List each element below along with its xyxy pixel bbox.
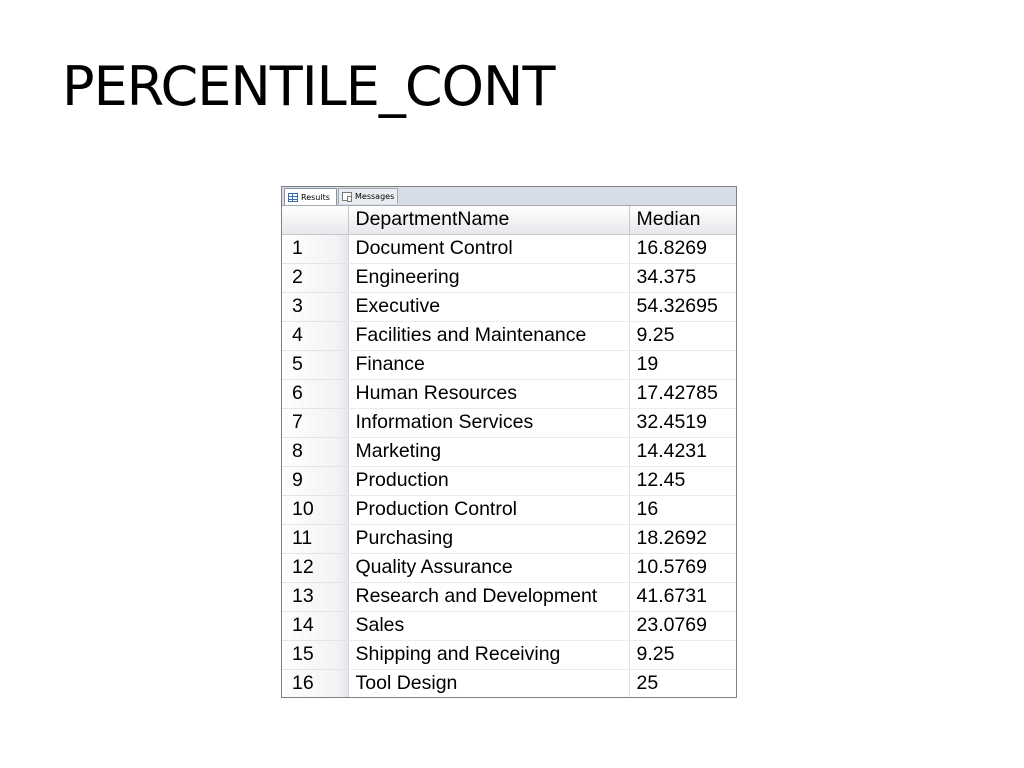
table-row[interactable] (282, 350, 737, 379)
row-number[interactable]: 10 (282, 495, 348, 524)
cell-departmentname[interactable]: Shipping and Receiving (348, 640, 629, 669)
table-row[interactable] (282, 669, 737, 698)
results-grid (282, 206, 737, 698)
tab-results[interactable] (284, 188, 337, 205)
cell-median[interactable]: 41.6731 (629, 582, 737, 611)
cell-departmentname[interactable]: Document Control (348, 234, 629, 263)
cell-median[interactable]: 34.375 (629, 263, 737, 292)
cell-median[interactable]: 10.5769 (629, 553, 737, 582)
cell-median[interactable]: 25 (629, 669, 737, 698)
table-row[interactable] (282, 234, 737, 263)
cell-median[interactable]: 23.0769 (629, 611, 737, 640)
table-row[interactable] (282, 582, 737, 611)
results-window (281, 186, 737, 698)
row-number[interactable]: 11 (282, 524, 348, 553)
row-number[interactable]: 14 (282, 611, 348, 640)
row-number[interactable]: 9 (282, 466, 348, 495)
cell-departmentname[interactable]: Information Services (348, 408, 629, 437)
cell-departmentname[interactable]: Human Resources (348, 379, 629, 408)
tab-results-label: Results (301, 192, 330, 202)
table-row[interactable] (282, 408, 737, 437)
table-row[interactable] (282, 553, 737, 582)
table-row[interactable] (282, 379, 737, 408)
messages-icon (342, 192, 352, 201)
slide-title: PERCENTILE_CONT (62, 55, 555, 118)
table-row[interactable] (282, 292, 737, 321)
cell-median[interactable]: 18.2692 (629, 524, 737, 553)
table-row[interactable] (282, 524, 737, 553)
column-header-departmentname[interactable]: DepartmentName (348, 206, 629, 234)
cell-departmentname[interactable]: Production (348, 466, 629, 495)
row-number[interactable]: 15 (282, 640, 348, 669)
row-number[interactable]: 4 (282, 321, 348, 350)
row-number[interactable]: 8 (282, 437, 348, 466)
table-row[interactable] (282, 611, 737, 640)
row-number[interactable]: 2 (282, 263, 348, 292)
table-row[interactable] (282, 437, 737, 466)
cell-departmentname[interactable]: Finance (348, 350, 629, 379)
grid-icon (288, 193, 298, 202)
table-row[interactable] (282, 263, 737, 292)
cell-median[interactable]: 17.42785 (629, 379, 737, 408)
cell-departmentname[interactable]: Research and Development (348, 582, 629, 611)
cell-departmentname[interactable]: Sales (348, 611, 629, 640)
cell-median[interactable]: 14.4231 (629, 437, 737, 466)
row-number[interactable]: 16 (282, 669, 348, 698)
results-tabstrip (282, 187, 736, 206)
row-number[interactable]: 7 (282, 408, 348, 437)
cell-departmentname[interactable]: Production Control (348, 495, 629, 524)
table-row[interactable] (282, 321, 737, 350)
tab-messages[interactable] (338, 188, 398, 204)
table-row[interactable] (282, 466, 737, 495)
row-number[interactable]: 12 (282, 553, 348, 582)
cell-median[interactable]: 9.25 (629, 321, 737, 350)
row-number-header[interactable] (282, 206, 348, 234)
cell-departmentname[interactable]: Engineering (348, 263, 629, 292)
row-number[interactable]: 5 (282, 350, 348, 379)
column-header-median[interactable]: Median (629, 206, 737, 234)
cell-median[interactable]: 16.8269 (629, 234, 737, 263)
row-number[interactable]: 13 (282, 582, 348, 611)
table-row[interactable] (282, 640, 737, 669)
row-number[interactable]: 6 (282, 379, 348, 408)
cell-departmentname[interactable]: Tool Design (348, 669, 629, 698)
cell-departmentname[interactable]: Quality Assurance (348, 553, 629, 582)
row-number[interactable]: 1 (282, 234, 348, 263)
cell-departmentname[interactable]: Purchasing (348, 524, 629, 553)
table-row[interactable] (282, 495, 737, 524)
cell-departmentname[interactable]: Facilities and Maintenance (348, 321, 629, 350)
cell-median[interactable]: 16 (629, 495, 737, 524)
cell-median[interactable]: 9.25 (629, 640, 737, 669)
tab-messages-label: Messages (355, 192, 395, 201)
cell-median[interactable]: 12.45 (629, 466, 737, 495)
cell-departmentname[interactable]: Marketing (348, 437, 629, 466)
cell-median[interactable]: 19 (629, 350, 737, 379)
row-number[interactable]: 3 (282, 292, 348, 321)
cell-median[interactable]: 32.4519 (629, 408, 737, 437)
results-body (282, 234, 737, 698)
cell-median[interactable]: 54.32695 (629, 292, 737, 321)
header-row (282, 206, 737, 234)
cell-departmentname[interactable]: Executive (348, 292, 629, 321)
